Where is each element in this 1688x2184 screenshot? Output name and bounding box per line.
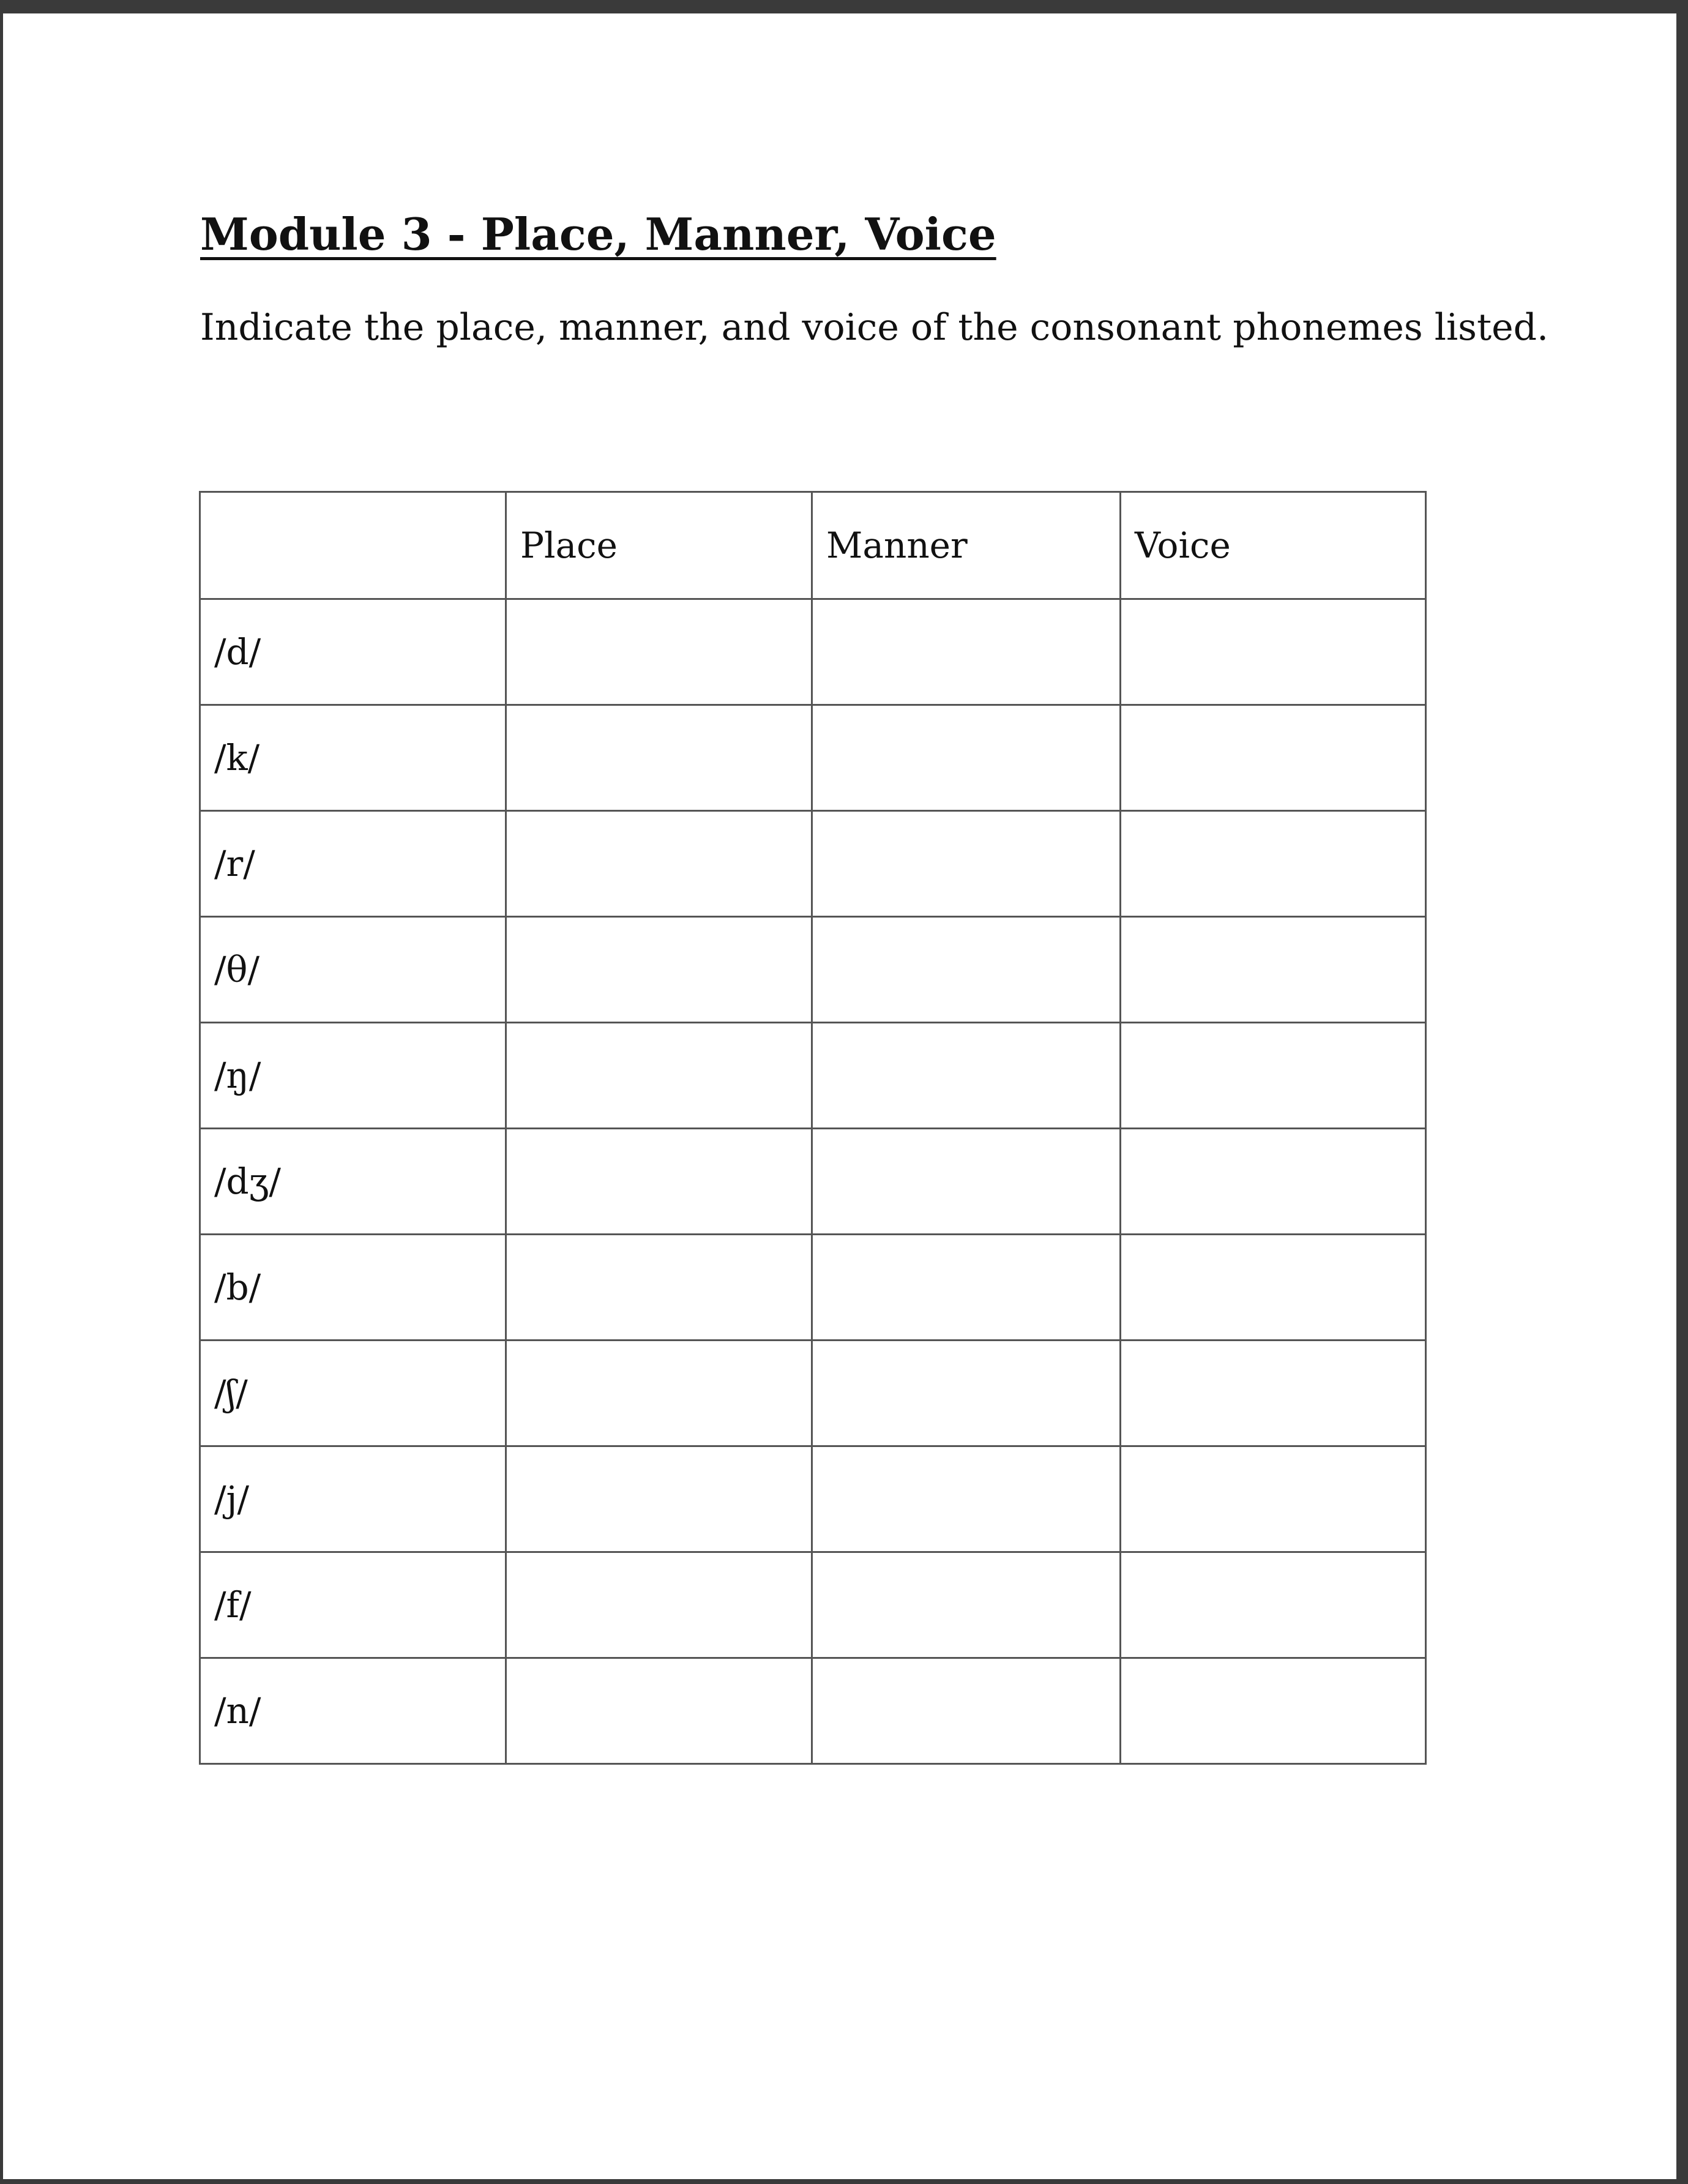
manner-answer-cell[interactable]	[812, 1552, 1121, 1658]
voice-answer-cell[interactable]	[1121, 1658, 1426, 1764]
place-answer-cell[interactable]	[506, 811, 812, 917]
place-answer-cell[interactable]	[506, 1658, 812, 1764]
phoneme-cell: /d/	[200, 599, 506, 705]
voice-answer-cell[interactable]	[1121, 1023, 1426, 1129]
table-row	[200, 811, 1426, 917]
phoneme-table	[199, 491, 1427, 1765]
header-cell-place: Place	[506, 492, 812, 599]
voice-answer-cell[interactable]	[1121, 1129, 1426, 1235]
table-row	[200, 1235, 1426, 1341]
table-row	[200, 917, 1426, 1023]
place-answer-cell[interactable]	[506, 1552, 812, 1658]
phoneme-cell: /j/	[200, 1446, 506, 1552]
phoneme-cell: /ʃ/	[200, 1341, 506, 1446]
page-title: Module 3 - Place, Manner, Voice	[200, 208, 996, 260]
phoneme-cell: /ŋ/	[200, 1023, 506, 1129]
phoneme-cell: /r/	[200, 811, 506, 917]
voice-answer-cell[interactable]	[1121, 811, 1426, 917]
manner-answer-cell[interactable]	[812, 599, 1121, 705]
manner-answer-cell[interactable]	[812, 705, 1121, 811]
manner-answer-cell[interactable]	[812, 1658, 1121, 1764]
place-answer-cell[interactable]	[506, 705, 812, 811]
manner-answer-cell[interactable]	[812, 1341, 1121, 1446]
place-answer-cell[interactable]	[506, 1023, 812, 1129]
phoneme-cell: /b/	[200, 1235, 506, 1341]
table-row	[200, 1446, 1426, 1552]
phoneme-cell: /θ/	[200, 917, 506, 1023]
phoneme-cell: /dʒ/	[200, 1129, 506, 1235]
voice-answer-cell[interactable]	[1121, 1341, 1426, 1446]
header-cell-blank	[200, 492, 506, 599]
place-answer-cell[interactable]	[506, 1129, 812, 1235]
manner-answer-cell[interactable]	[812, 917, 1121, 1023]
table-row	[200, 1023, 1426, 1129]
manner-answer-cell[interactable]	[812, 1023, 1121, 1129]
place-answer-cell[interactable]	[506, 917, 812, 1023]
manner-answer-cell[interactable]	[812, 1446, 1121, 1552]
voice-answer-cell[interactable]	[1121, 1235, 1426, 1341]
phoneme-cell: /k/	[200, 705, 506, 811]
manner-answer-cell[interactable]	[812, 811, 1121, 917]
table-body	[200, 599, 1426, 1764]
table-row	[200, 599, 1426, 705]
phoneme-cell: /n/	[200, 1658, 506, 1764]
voice-answer-cell[interactable]	[1121, 599, 1426, 705]
manner-answer-cell[interactable]	[812, 1235, 1121, 1341]
document-page	[3, 13, 1676, 2179]
header-cell-manner: Manner	[812, 492, 1121, 599]
voice-answer-cell[interactable]	[1121, 917, 1426, 1023]
phoneme-cell: /f/	[200, 1552, 506, 1658]
place-answer-cell[interactable]	[506, 1341, 812, 1446]
table-row	[200, 1341, 1426, 1446]
manner-answer-cell[interactable]	[812, 1129, 1121, 1235]
table-row	[200, 1552, 1426, 1658]
place-answer-cell[interactable]	[506, 1235, 812, 1341]
instructions-text: Indicate the place, manner, and voice of the consonant phonemes listed.	[200, 306, 1549, 349]
table-header-row	[200, 492, 1426, 599]
place-answer-cell[interactable]	[506, 1446, 812, 1552]
place-answer-cell[interactable]	[506, 599, 812, 705]
table-row	[200, 705, 1426, 811]
table-row	[200, 1129, 1426, 1235]
voice-answer-cell[interactable]	[1121, 1446, 1426, 1552]
voice-answer-cell[interactable]	[1121, 1552, 1426, 1658]
header-cell-voice: Voice	[1121, 492, 1426, 599]
table-row	[200, 1658, 1426, 1764]
voice-answer-cell[interactable]	[1121, 705, 1426, 811]
